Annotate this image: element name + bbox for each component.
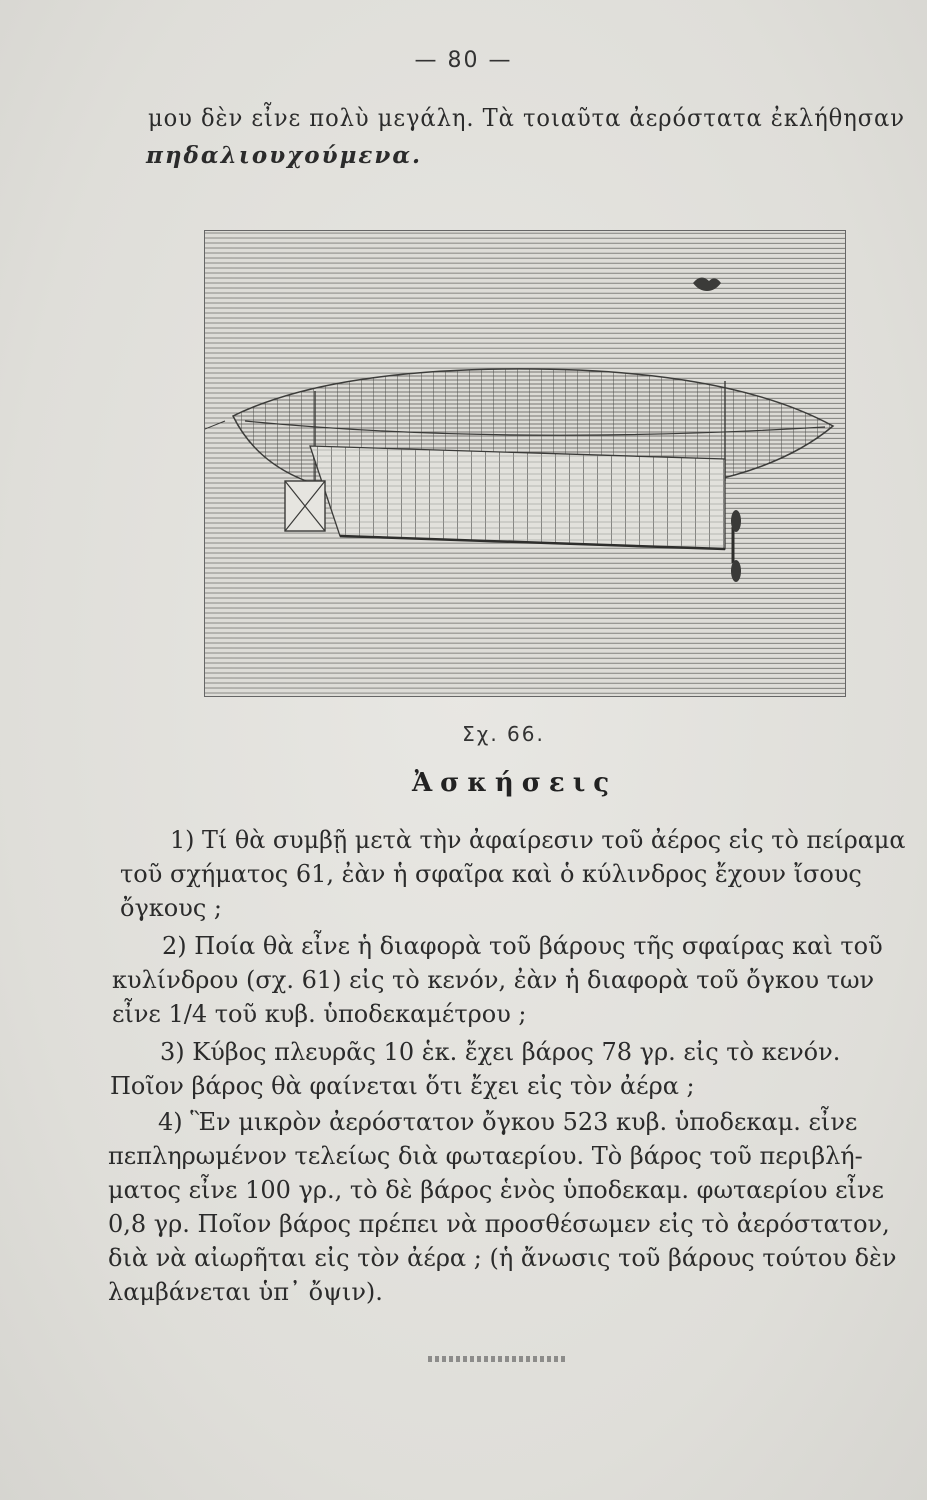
exercise-3-line-1: 3) Κύβος πλευρᾶς 10 ἑκ. ἔχει βάρος 78 γρ. εἰς τὸ κενόν. xyxy=(160,1038,841,1066)
exercise-1-line-1: 1) Τί θὰ συμβῇ μετὰ τὴν ἀφαίρεσιν τοῦ ἀέρος εἰς τὸ πείραμα xyxy=(170,826,906,854)
section-separator xyxy=(428,1356,566,1362)
exercise-4-line-4: 0,8 γρ. Ποῖον βάρος πρέπει νὰ προσθέσωμεν εἰς τὸ ἀερόστατον, xyxy=(108,1210,890,1238)
airship-engraving xyxy=(205,231,845,696)
exercise-4-line-2: πεπληρωμένον τελείως διὰ φωταερίου. Τὸ βάρος τοῦ περιβλή- xyxy=(108,1142,863,1170)
intro-line-2: πηδαλιουχούμενα. xyxy=(146,142,423,169)
exercise-1-line-3: ὄγκους ; xyxy=(120,894,222,922)
page-number: — 80 — xyxy=(414,48,513,73)
exercise-4-line-6: λαμβάνεται ὑπ᾽ ὄψιν). xyxy=(108,1278,383,1306)
figure-caption: Σχ. 66. xyxy=(462,722,545,746)
exercise-2-line-3: εἶνε 1/4 τοῦ κυβ. ὑποδεκαμέτρου ; xyxy=(112,1000,527,1028)
exercise-2-line-2: κυλίνδρου (σχ. 61) εἰς τὸ κενόν, ἐὰν ἡ διαφορὰ τοῦ ὄγκου των xyxy=(112,966,875,994)
exercise-4-line-1: 4) Ἓν μικρὸν ἀερόστατον ὄγκου 523 κυβ. ὑποδεκαμ. εἶνε xyxy=(158,1108,858,1136)
exercises-heading: Ἀσκήσεις xyxy=(412,768,618,798)
exercise-2-line-1: 2) Ποία θὰ εἶνε ἡ διαφορὰ τοῦ βάρους τῆς σφαίρας καὶ τοῦ xyxy=(162,932,883,960)
airship-illustration xyxy=(204,230,846,697)
intro-line-1: μου δὲν εἶνε πολὺ μεγάλη. Τὰ τοιαῦτα ἀερόστατα ἐκλήθησαν xyxy=(148,104,905,132)
exercise-4-line-5: διὰ νὰ αἰωρῆται εἰς τὸν ἀέρα ; (ἡ ἄνωσις τοῦ βάρους τούτου δὲν xyxy=(108,1244,897,1272)
exercise-1-line-2: τοῦ σχήματος 61, ἐὰν ἡ σφαῖρα καὶ ὁ κύλινδρος ἔχουν ἴσους xyxy=(120,860,862,888)
exercise-4-line-3: ματος εἶνε 100 γρ., τὸ δὲ βάρος ἑνὸς ὑποδεκαμ. φωταερίου εἶνε xyxy=(108,1176,884,1204)
exercise-3-line-2: Ποῖον βάρος θὰ φαίνεται ὅτι ἔχει εἰς τὸν ἀέρα ; xyxy=(110,1072,695,1100)
